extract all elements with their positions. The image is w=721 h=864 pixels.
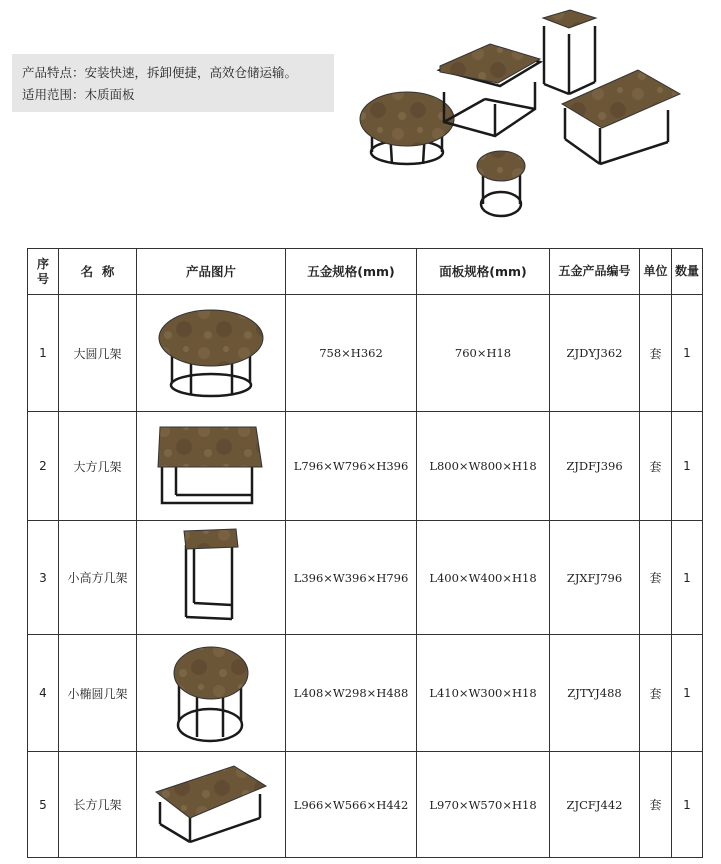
header-index: 序号	[28, 249, 59, 295]
header-image: 产品图片	[137, 249, 286, 295]
table-header-row	[28, 249, 703, 295]
header-unit: 单位	[640, 249, 672, 295]
product-spec-table	[27, 248, 703, 858]
hero-square-table	[440, 44, 540, 136]
tall-square-table-icon	[176, 525, 246, 630]
row-unit: 套	[640, 752, 672, 858]
header-qty: 数量	[672, 249, 703, 295]
row-panel-spec: 760×H18	[417, 295, 550, 412]
header-name: 名 称	[59, 249, 137, 295]
rectangle-table-icon	[154, 762, 269, 847]
hero-oval-table	[477, 151, 525, 216]
row-name: 大圆几架	[59, 295, 137, 412]
header-hardware-spec: 五金规格(mm)	[286, 249, 417, 295]
row-index: 4	[28, 635, 59, 752]
table-row	[28, 752, 703, 858]
row-image	[137, 752, 286, 858]
row-unit: 套	[640, 412, 672, 521]
header-panel-spec: 面板规格(mm)	[417, 249, 550, 295]
row-code: ZJXFJ796	[550, 521, 640, 635]
row-image	[137, 412, 286, 521]
row-qty: 1	[672, 412, 703, 521]
row-panel-spec: L400×W400×H18	[417, 521, 550, 635]
row-image	[137, 295, 286, 412]
row-panel-spec: L970×W570×H18	[417, 752, 550, 858]
hero-tall-table	[543, 10, 596, 94]
row-code: ZJCFJ442	[550, 752, 640, 858]
oval-table-icon	[171, 641, 251, 746]
row-unit: 套	[640, 295, 672, 412]
row-code: ZJTYJ488	[550, 635, 640, 752]
row-index: 3	[28, 521, 59, 635]
row-name: 小高方几架	[59, 521, 137, 635]
table-row	[28, 521, 703, 635]
table-row	[28, 635, 703, 752]
scope-text: 适用范围：木质面板	[22, 87, 135, 102]
table-row	[28, 295, 703, 412]
row-index: 2	[28, 412, 59, 521]
row-name: 小椭圆几架	[59, 635, 137, 752]
square-table-icon	[156, 421, 266, 511]
row-qty: 1	[672, 521, 703, 635]
row-code: ZJDYJ362	[550, 295, 640, 412]
row-panel-spec: L410×W300×H18	[417, 635, 550, 752]
row-qty: 1	[672, 635, 703, 752]
row-code: ZJDFJ396	[550, 412, 640, 521]
row-hardware-spec: L966×W566×H442	[286, 752, 417, 858]
row-index: 5	[28, 752, 59, 858]
row-index: 1	[28, 295, 59, 412]
row-hardware-spec: L796×W796×H396	[286, 412, 417, 521]
row-panel-spec: L800×W800×H18	[417, 412, 550, 521]
row-image	[137, 521, 286, 635]
row-hardware-spec: L396×W396×H796	[286, 521, 417, 635]
row-name: 长方几架	[59, 752, 137, 858]
row-unit: 套	[640, 635, 672, 752]
product-info-box	[12, 54, 334, 112]
row-unit: 套	[640, 521, 672, 635]
round-table-icon	[156, 303, 266, 403]
hero-round-table	[360, 92, 454, 164]
row-image	[137, 635, 286, 752]
row-name: 大方几架	[59, 412, 137, 521]
row-hardware-spec: 758×H362	[286, 295, 417, 412]
header-code: 五金产品编号	[550, 249, 640, 295]
row-hardware-spec: L408×W298×H488	[286, 635, 417, 752]
product-group-illustration	[350, 4, 710, 224]
features-text: 产品特点：安装快速，拆卸便捷，高效仓储运输。	[22, 65, 298, 80]
row-qty: 1	[672, 295, 703, 412]
row-qty: 1	[672, 752, 703, 858]
hero-rectangle-table	[562, 70, 680, 164]
table-row	[28, 412, 703, 521]
